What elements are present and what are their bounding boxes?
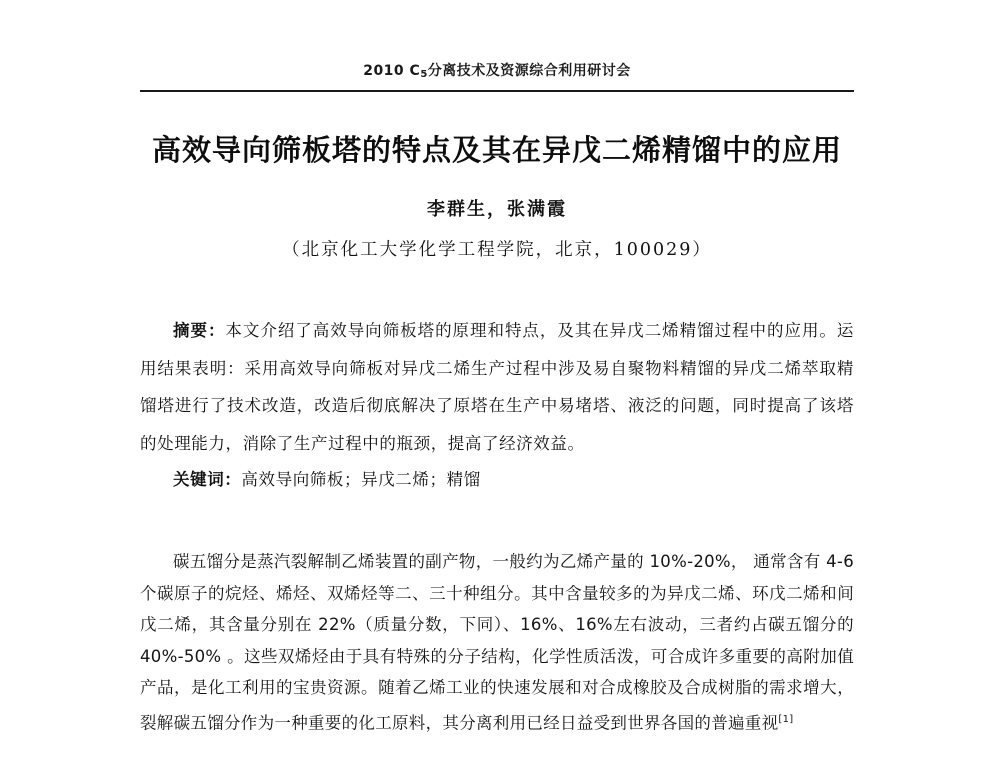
header-rule — [140, 90, 854, 92]
keywords-text: 高效导向筛板；异戊二烯；精馏 — [241, 470, 481, 489]
abstract-text: 本文介绍了高效导向筛板塔的原理和特点，及其在异戊二烯精馏过程中的应用。运用结果表明：采用高效导向筛板对异戊二烯生产过程中涉及易自聚物料精馏的异戊二烯萃取精馏塔进行了技术改造，改造后彻底解决了原塔在生产中易堵塔、液泛的问题，同时提高了该塔的处理能力，消除了生产过程中的瓶颈，提高了经济效益。 — [140, 321, 854, 453]
citation-reference[interactable]: [1] — [778, 713, 794, 725]
running-header-prefix: 2010 C — [363, 63, 421, 79]
body-paragraph-text: 碳五馏分是蒸汽裂解制乙烯装置的副产物，一般约为乙烯产量的 10%-20%， 通常含有 4-6 个碳原子的烷烃、烯烃、双烯烃等二、三十种组分。其中含量较多的为异戊二烯、环戊二烯和间戊二烯，其含量分别在 22%（质量分数，下同）、16%、16%左右波动，三者约占碳五馏分的 40%-50% 。这些双烯烃由于具有特殊的分子结构，化学性质活泼，可合成许多重要的高附加值产品，是化工利用的宝贵资源。随着乙烯工业的快速发展和对合成橡胶及合成树脂的需求增大，裂解碳五馏分作为一种重要的化工原料，其分离利用已经日益受到世界各国的普遍重视 — [140, 552, 854, 732]
authors: 李群生，张满霞 — [427, 199, 567, 220]
abstract-label: 摘要： — [173, 321, 226, 340]
body-paragraph — [140, 546, 854, 739]
running-header-suffix: 分离技术及资源综合利用研讨会 — [427, 63, 631, 79]
running-header-subscript: 5 — [420, 69, 428, 80]
running-header — [140, 60, 854, 80]
paper-title: 高效导向筛板塔的特点及其在异戊二烯精馏中的应用 — [151, 133, 842, 167]
keywords-label: 关键词： — [173, 470, 242, 489]
abstract — [140, 312, 854, 462]
keywords — [173, 466, 481, 490]
affiliation: （北京化工大学化学工程学院，北京，100029） — [282, 240, 712, 260]
